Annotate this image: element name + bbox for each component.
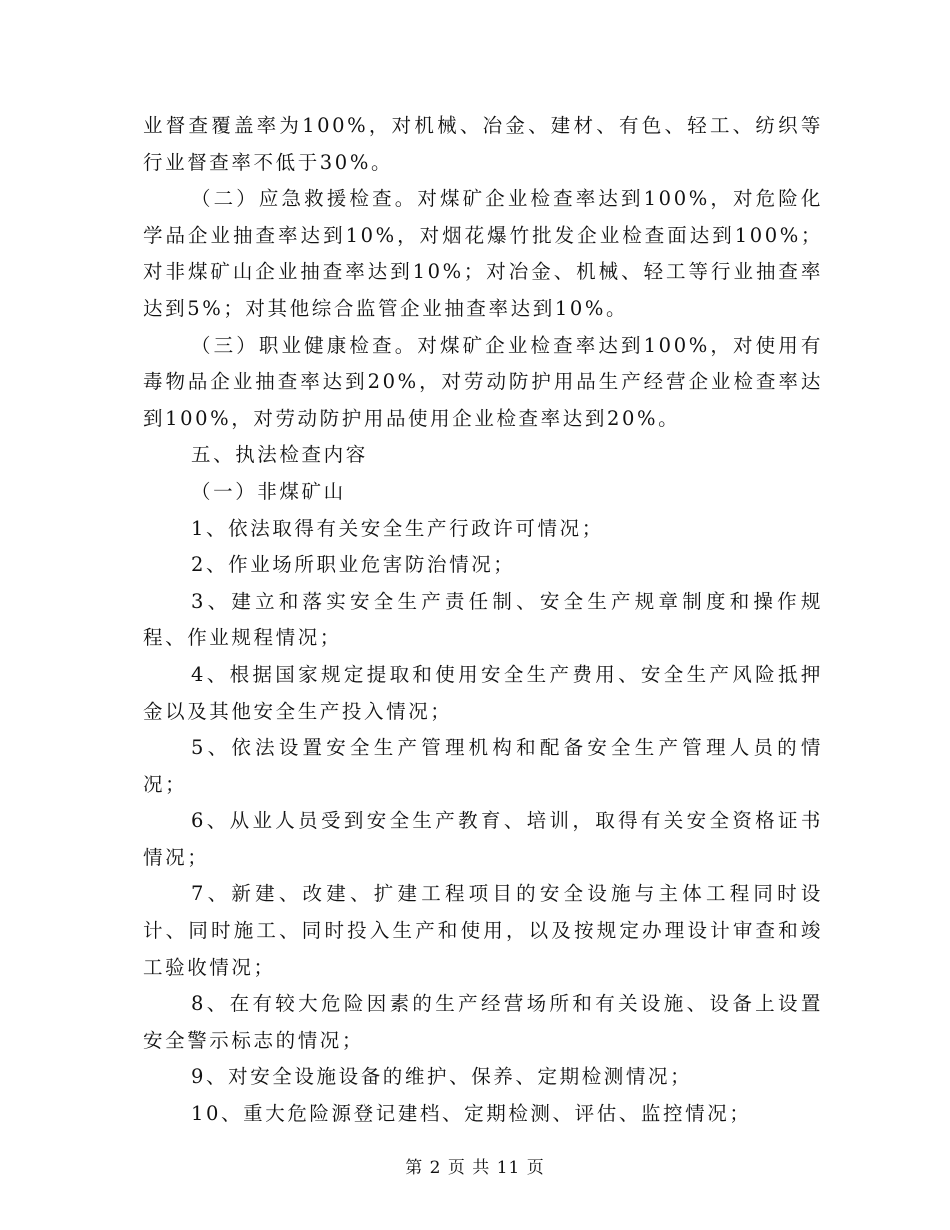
section-heading-enforcement-content: 五、执法检查内容 bbox=[191, 443, 368, 467]
list-item-2: 2、作业场所职业危害防治情况； bbox=[191, 553, 516, 577]
list-item-9: 9、对安全设施设备的维护、保养、定期检测情况； bbox=[191, 1065, 693, 1089]
document-body bbox=[143, 108, 823, 1133]
list-item-8: 8、在有较大危险因素的生产经营场所和有关设施、设备上设置安全警示标志的情况； bbox=[143, 992, 823, 1052]
list-item-5: 5、依法设置安全生产管理机构和配备安全生产管理人员的情况； bbox=[143, 736, 823, 796]
list-item-7: 7、新建、改建、扩建工程项目的安全设施与主体工程同时设计、同时施工、同时投入生产和使用，以及按规定办理设计审查和竣工验收情况； bbox=[143, 882, 823, 979]
list-item-1: 1、依法取得有关安全生产行政许可情况； bbox=[191, 516, 604, 540]
page-number-footer: 第 2 页 共 11 页 bbox=[405, 1158, 545, 1178]
subsection-heading-non-coal-mines: （一）非煤矿山 bbox=[191, 479, 346, 503]
list-item-6: 6、从业人员受到安全生产教育、培训，取得有关安全资格证书情况； bbox=[143, 809, 823, 869]
paragraph-emergency-rescue-check: （二）应急救援检查。对煤矿企业检查率达到100%，对危险化学品企业抽查率达到10%，对烟花爆竹批发企业检查面达到100%；对非煤矿山企业抽查率达到10%；对冶金、机械、轻工等行业抽查率达到5%；对其他综合监管企业抽查率达到10%。 bbox=[143, 187, 823, 320]
list-item-3: 3、建立和落实安全生产责任制、安全生产规章制度和操作规程、作业规程情况； bbox=[143, 589, 823, 650]
paragraph-occupational-health-check: （三）职业健康检查。对煤矿企业检查率达到100%，对使用有毒物品企业抽查率达到20%，对劳动防护用品生产经营企业检查率达到100%，对劳动防护用品使用企业检查率达到20%。 bbox=[143, 333, 823, 430]
list-item-10: 10、重大危险源登记建档、定期检测、评估、监控情况； bbox=[191, 1102, 752, 1126]
paragraph-coverage-rate: 业督查覆盖率为100%，对机械、冶金、建材、有色、轻工、纺织等行业督查率不低于30%。 bbox=[143, 114, 823, 174]
list-item-4: 4、根据国家规定提取和使用安全生产费用、安全生产风险抵押金以及其他安全生产投入情况； bbox=[143, 662, 823, 723]
